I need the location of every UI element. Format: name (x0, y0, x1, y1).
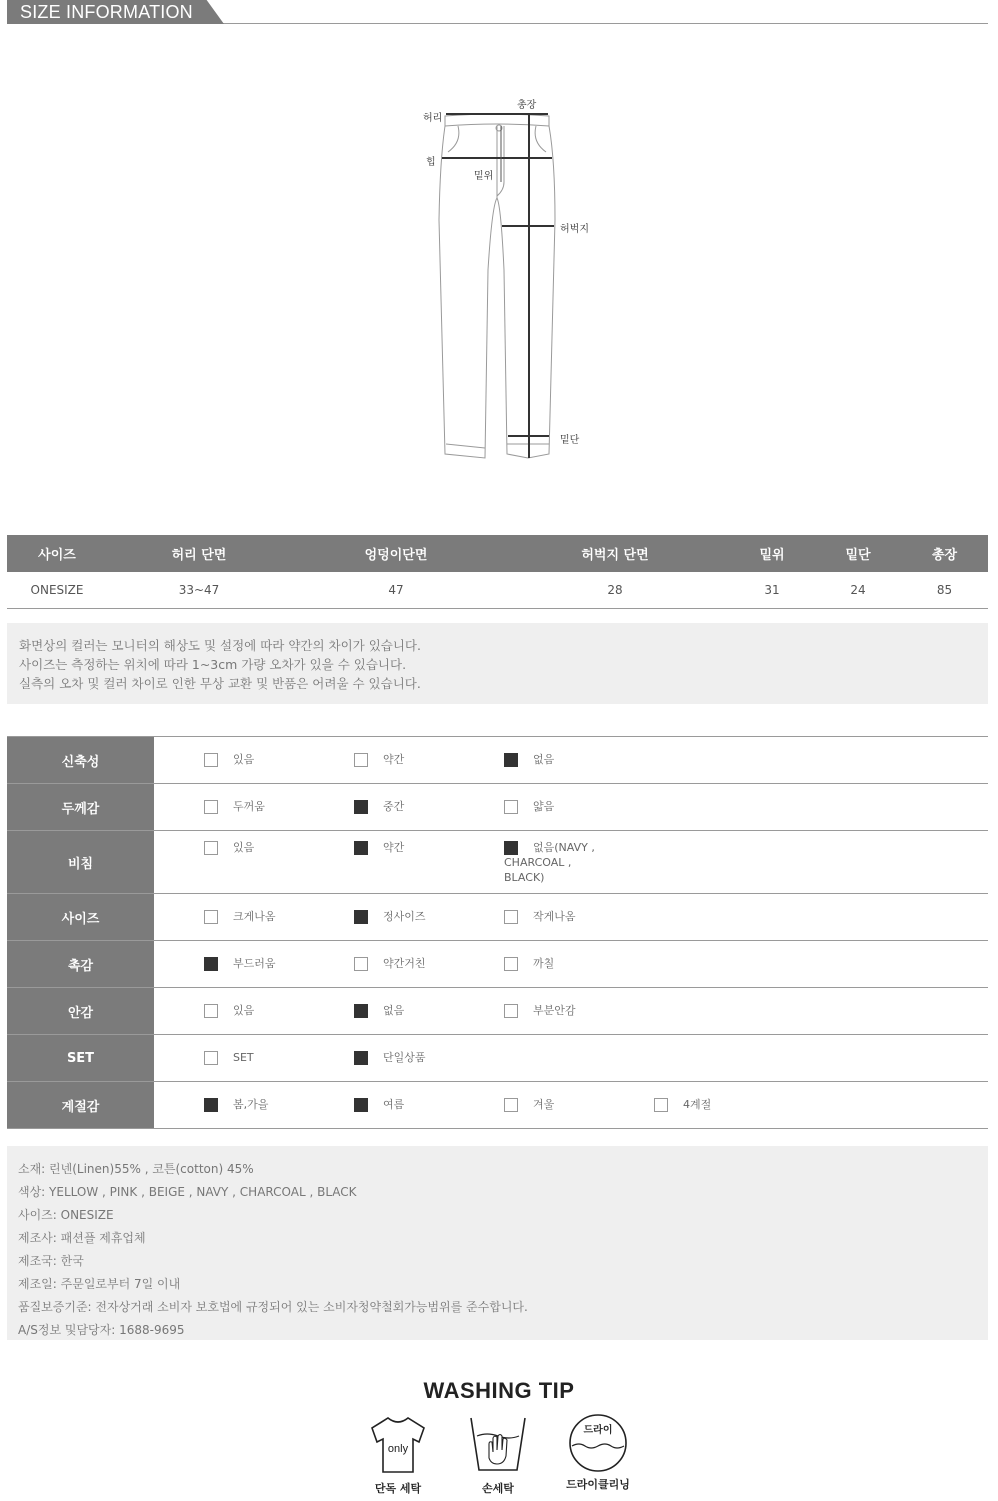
option-label: 두꺼움 (233, 800, 265, 813)
checkbox-unchecked[interactable] (204, 1004, 218, 1018)
hem-label: 밑단 (560, 435, 580, 446)
product-info-box (7, 1146, 988, 1340)
attribute-row-sheerness (7, 831, 988, 894)
tshirt-only-icon (368, 1414, 428, 1480)
info-line: A/S정보 및담당자: 1688-9695 (18, 1323, 185, 1337)
attribute-option[interactable] (204, 753, 254, 767)
table-cell: 24 (815, 572, 901, 608)
info-line: 제조일: 주문일로부터 7일 이내 (18, 1277, 181, 1291)
attribute-row-fit (7, 894, 988, 941)
info-line: 색상: YELLOW , PINK , BEIGE , NAVY , CHARCOAL , BLACK (18, 1185, 357, 1199)
checkbox-unchecked[interactable] (204, 800, 218, 814)
option-label: 크게나옴 (233, 910, 276, 923)
attribute-option[interactable] (354, 957, 426, 971)
wash-label-dry: 드라이클리닝 (566, 1478, 630, 1491)
attribute-option[interactable] (354, 753, 404, 767)
option-label-continued: CHARCOAL , (504, 856, 572, 869)
checkbox-unchecked[interactable] (504, 957, 518, 971)
column-header: 총장 (901, 535, 988, 572)
column-header: 사이즈 (7, 535, 107, 572)
checkbox-checked[interactable] (354, 1098, 368, 1112)
size-table (7, 535, 988, 609)
attribute-option[interactable] (504, 957, 554, 971)
info-line: 품질보증기준: 전자상거래 소비자 보호법에 규정되어 있는 소비자청약철회가능범위를 준수합니다. (18, 1300, 528, 1314)
option-label: 있음 (233, 841, 255, 854)
column-header: 밑위 (729, 535, 815, 572)
checkbox-checked[interactable] (354, 800, 368, 814)
attribute-option[interactable] (204, 910, 276, 924)
attribute-option[interactable] (504, 1098, 554, 1112)
table-cell: 33~47 (107, 572, 291, 608)
hip-label: 힙 (426, 157, 436, 168)
attribute-option[interactable] (504, 841, 595, 855)
checkbox-checked[interactable] (204, 1098, 218, 1112)
rise-label: 밑위 (474, 171, 494, 182)
attribute-option[interactable] (504, 910, 576, 924)
option-label: 있음 (233, 1004, 255, 1017)
info-line: 소재: 린넨(Linen)55% , 코튼(cotton) 45% (18, 1162, 254, 1176)
option-label: 작게나옴 (533, 910, 576, 923)
table-cell: 47 (291, 572, 501, 608)
option-label: 있음 (233, 753, 255, 766)
checkbox-checked[interactable] (504, 841, 518, 855)
checkbox-checked[interactable] (354, 841, 368, 855)
checkbox-unchecked[interactable] (204, 753, 218, 767)
option-label-continued: BLACK) (504, 871, 545, 884)
checkbox-unchecked[interactable] (504, 800, 518, 814)
attribute-label: 안감 (7, 988, 154, 1034)
attribute-row-lining (7, 988, 988, 1035)
checkbox-checked[interactable] (504, 753, 518, 767)
info-line: 제조국: 한국 (18, 1254, 84, 1268)
attribute-option[interactable] (354, 910, 426, 924)
section-title: SIZE INFORMATION (20, 2, 193, 22)
attribute-label: 두께감 (7, 784, 154, 830)
attribute-label: 계절감 (7, 1082, 154, 1128)
notice-line: 사이즈는 측정하는 위치에 따라 1~3cm 가량 오차가 있을 수 있습니다. (19, 657, 407, 672)
checkbox-checked[interactable] (354, 1051, 368, 1065)
dry-icon-text: 드라이 (583, 1425, 613, 1436)
checkbox-unchecked[interactable] (504, 1098, 518, 1112)
table-cell: 85 (901, 572, 988, 608)
option-label: 겨울 (533, 1098, 555, 1111)
column-header: 허벅지 단면 (501, 535, 729, 572)
option-label: 약간 (383, 841, 405, 854)
table-cell: 28 (501, 572, 729, 608)
length-label: 총장 (517, 100, 537, 111)
attribute-option[interactable] (354, 1051, 426, 1065)
option-label: 봄,가을 (233, 1098, 269, 1111)
attribute-label: 비침 (7, 831, 154, 893)
option-label: 부분안감 (533, 1004, 576, 1017)
option-label: 약간거친 (383, 957, 426, 970)
option-label: 없음 (533, 753, 555, 766)
option-label: 까칠 (533, 957, 555, 970)
attribute-option[interactable] (204, 1051, 254, 1065)
checkbox-unchecked[interactable] (204, 841, 218, 855)
pants-outline-icon (400, 90, 620, 470)
notice-line: 실측의 오차 및 컬러 차이로 인한 무상 교환 및 반품은 어려울 수 있습니다. (19, 676, 421, 691)
notice-box (7, 623, 988, 704)
pants-measurement-diagram (400, 90, 620, 470)
option-label: 약간 (383, 753, 405, 766)
attribute-label: 촉감 (7, 941, 154, 987)
attribute-row-stretch (7, 737, 988, 784)
option-label: 4계절 (683, 1098, 712, 1111)
option-label: 여름 (383, 1098, 405, 1111)
info-line: 제조사: 패션플 제휴업체 (18, 1231, 146, 1245)
option-label: 부드러움 (233, 957, 276, 970)
column-header: 엉덩이단면 (291, 535, 501, 572)
column-header: 밑단 (815, 535, 901, 572)
attribute-option[interactable] (504, 753, 554, 767)
section-header (7, 0, 988, 24)
attribute-option[interactable] (204, 1098, 268, 1112)
attribute-option[interactable] (654, 1098, 711, 1112)
table-row (7, 572, 988, 608)
attribute-option[interactable] (504, 1004, 576, 1018)
attribute-row-texture (7, 941, 988, 988)
checkbox-unchecked[interactable] (504, 1004, 518, 1018)
attribute-option[interactable] (504, 800, 554, 814)
attribute-option[interactable] (354, 800, 404, 814)
column-header: 허리 단면 (107, 535, 291, 572)
dry-clean-icon (567, 1412, 629, 1478)
attribute-row-season (7, 1082, 988, 1129)
attribute-row-thickness (7, 784, 988, 831)
wash-label-hand: 손세탁 (482, 1482, 514, 1495)
checkbox-checked[interactable] (354, 910, 368, 924)
info-line: 사이즈: ONESIZE (18, 1208, 114, 1222)
hand-wash-icon (467, 1414, 529, 1480)
checkbox-unchecked[interactable] (654, 1098, 668, 1112)
attribute-option[interactable] (354, 1098, 404, 1112)
attribute-option[interactable] (204, 800, 265, 814)
attribute-option[interactable] (204, 957, 276, 971)
attribute-label: 사이즈 (7, 894, 154, 940)
option-label: 없음 (383, 1004, 405, 1017)
attribute-label: SET (7, 1035, 154, 1081)
checkbox-unchecked[interactable] (204, 1051, 218, 1065)
attribute-option[interactable] (354, 1004, 404, 1018)
option-label: 단일상품 (383, 1051, 426, 1064)
waist-label: 허리 (423, 113, 443, 124)
option-label: 없음(NAVY , (533, 841, 595, 854)
option-label: SET (233, 1051, 254, 1064)
checkbox-checked[interactable] (354, 1004, 368, 1018)
table-cell: 31 (729, 572, 815, 608)
option-label: 중간 (383, 800, 405, 813)
attribute-row-set (7, 1035, 988, 1082)
thigh-label: 허벅지 (560, 224, 589, 235)
attribute-option[interactable] (204, 841, 254, 855)
attribute-checklist (7, 736, 988, 1129)
attribute-option[interactable] (354, 841, 404, 855)
attribute-option[interactable] (204, 1004, 254, 1018)
size-table-header (7, 535, 988, 572)
checkbox-checked[interactable] (204, 957, 218, 971)
notice-line: 화면상의 컬러는 모니터의 해상도 및 설정에 따라 약간의 차이가 있습니다. (19, 638, 421, 653)
checkbox-unchecked[interactable] (504, 910, 518, 924)
washing-tip-title: WASHING TIP (423, 1378, 575, 1403)
checkbox-unchecked[interactable] (204, 910, 218, 924)
option-label: 얇음 (533, 800, 555, 813)
attribute-label: 신축성 (7, 737, 154, 783)
checkbox-unchecked[interactable] (354, 753, 368, 767)
wash-label-single: 단독 세탁 (374, 1482, 422, 1495)
checkbox-unchecked[interactable] (354, 957, 368, 971)
option-label: 정사이즈 (383, 910, 426, 923)
table-cell: ONESIZE (7, 572, 107, 608)
tshirt-icon-text: only (387, 1443, 409, 1455)
